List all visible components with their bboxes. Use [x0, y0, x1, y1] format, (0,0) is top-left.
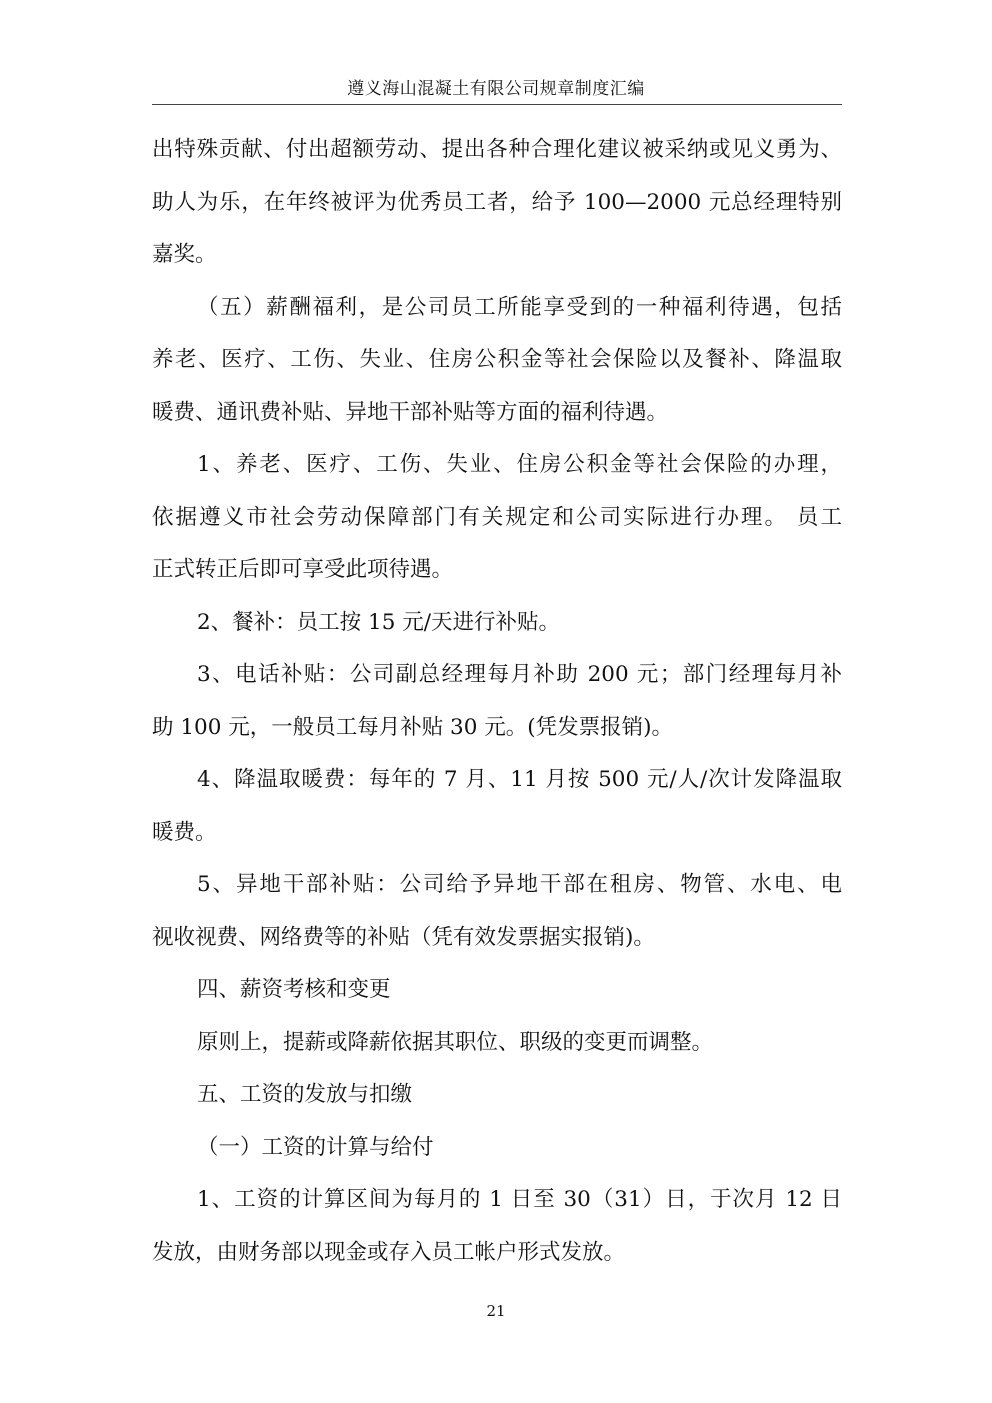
body-text-line: 养老、医疗、工伤、失业、住房公积金等社会保险以及餐补、降温取: [152, 347, 842, 372]
body-text-line: 3、电话补贴：公司副总经理每月补助 200 元；部门经理每月补: [197, 662, 842, 687]
body-text-line: 1、养老、医疗、工伤、失业、住房公积金等社会保险的办理，: [197, 452, 842, 477]
body-text-line: 发放，由财务部以现金或存入员工帐户形式发放。: [152, 1239, 626, 1265]
document-body: [152, 124, 842, 1279]
body-text-line: 依据遵义市社会劳动保障部门有关规定和公司实际进行办理。 员工: [152, 504, 842, 530]
body-text-line: 视收视费、网络费等的补贴（凭有效发票据实报销)。: [152, 924, 655, 950]
body-text-line: 原则上，提薪或降薪依据其职位、职级的变更而调整。: [197, 1029, 714, 1055]
body-text-line: 嘉奖。: [152, 242, 217, 267]
body-text-line: 1、工资的计算区间为每月的 1 日至 30（31）日，于次月 12 日: [197, 1187, 842, 1212]
body-text-line: 暖费。: [152, 819, 217, 845]
body-text-line: 5、异地干部补贴：公司给予异地干部在租房、物管、水电、电: [197, 872, 842, 897]
body-text-line: 正式转正后即可享受此项待遇。: [152, 557, 454, 582]
body-text-line: 暖费、通讯费补贴、异地干部补贴等方面的福利待遇。: [152, 399, 669, 425]
page-number: 21: [486, 1302, 506, 1320]
body-text-line: （五）薪酬福利，是公司员工所能享受到的一种福利待遇，包括: [197, 294, 842, 320]
header-divider: [152, 104, 842, 105]
document-header-title: 遵义海山混凝土有限公司规章制度汇编: [347, 79, 645, 99]
body-text-line: 出特殊贡献、付出超额劳动、提出各种合理化建议被采纳或见义勇为、: [152, 137, 842, 162]
body-text-line: 助人为乐，在年终被评为优秀员工者，给予 100—2000 元总经理特别: [152, 189, 842, 215]
body-text-line: 助 100 元，一般员工每月补贴 30 元。(凭发票报销)。: [152, 714, 674, 740]
body-text-line: 4、降温取暖费：每年的 7 月、11 月按 500 元/人/次计发降温取: [197, 767, 842, 792]
body-text-line: 2、餐补：员工按 15 元/天进行补贴。: [197, 609, 560, 635]
body-text-line: （一）工资的计算与给付: [197, 1134, 434, 1160]
body-text-line: 四、薪资考核和变更: [197, 977, 391, 1002]
body-text-line: 五、工资的发放与扣缴: [197, 1082, 413, 1107]
